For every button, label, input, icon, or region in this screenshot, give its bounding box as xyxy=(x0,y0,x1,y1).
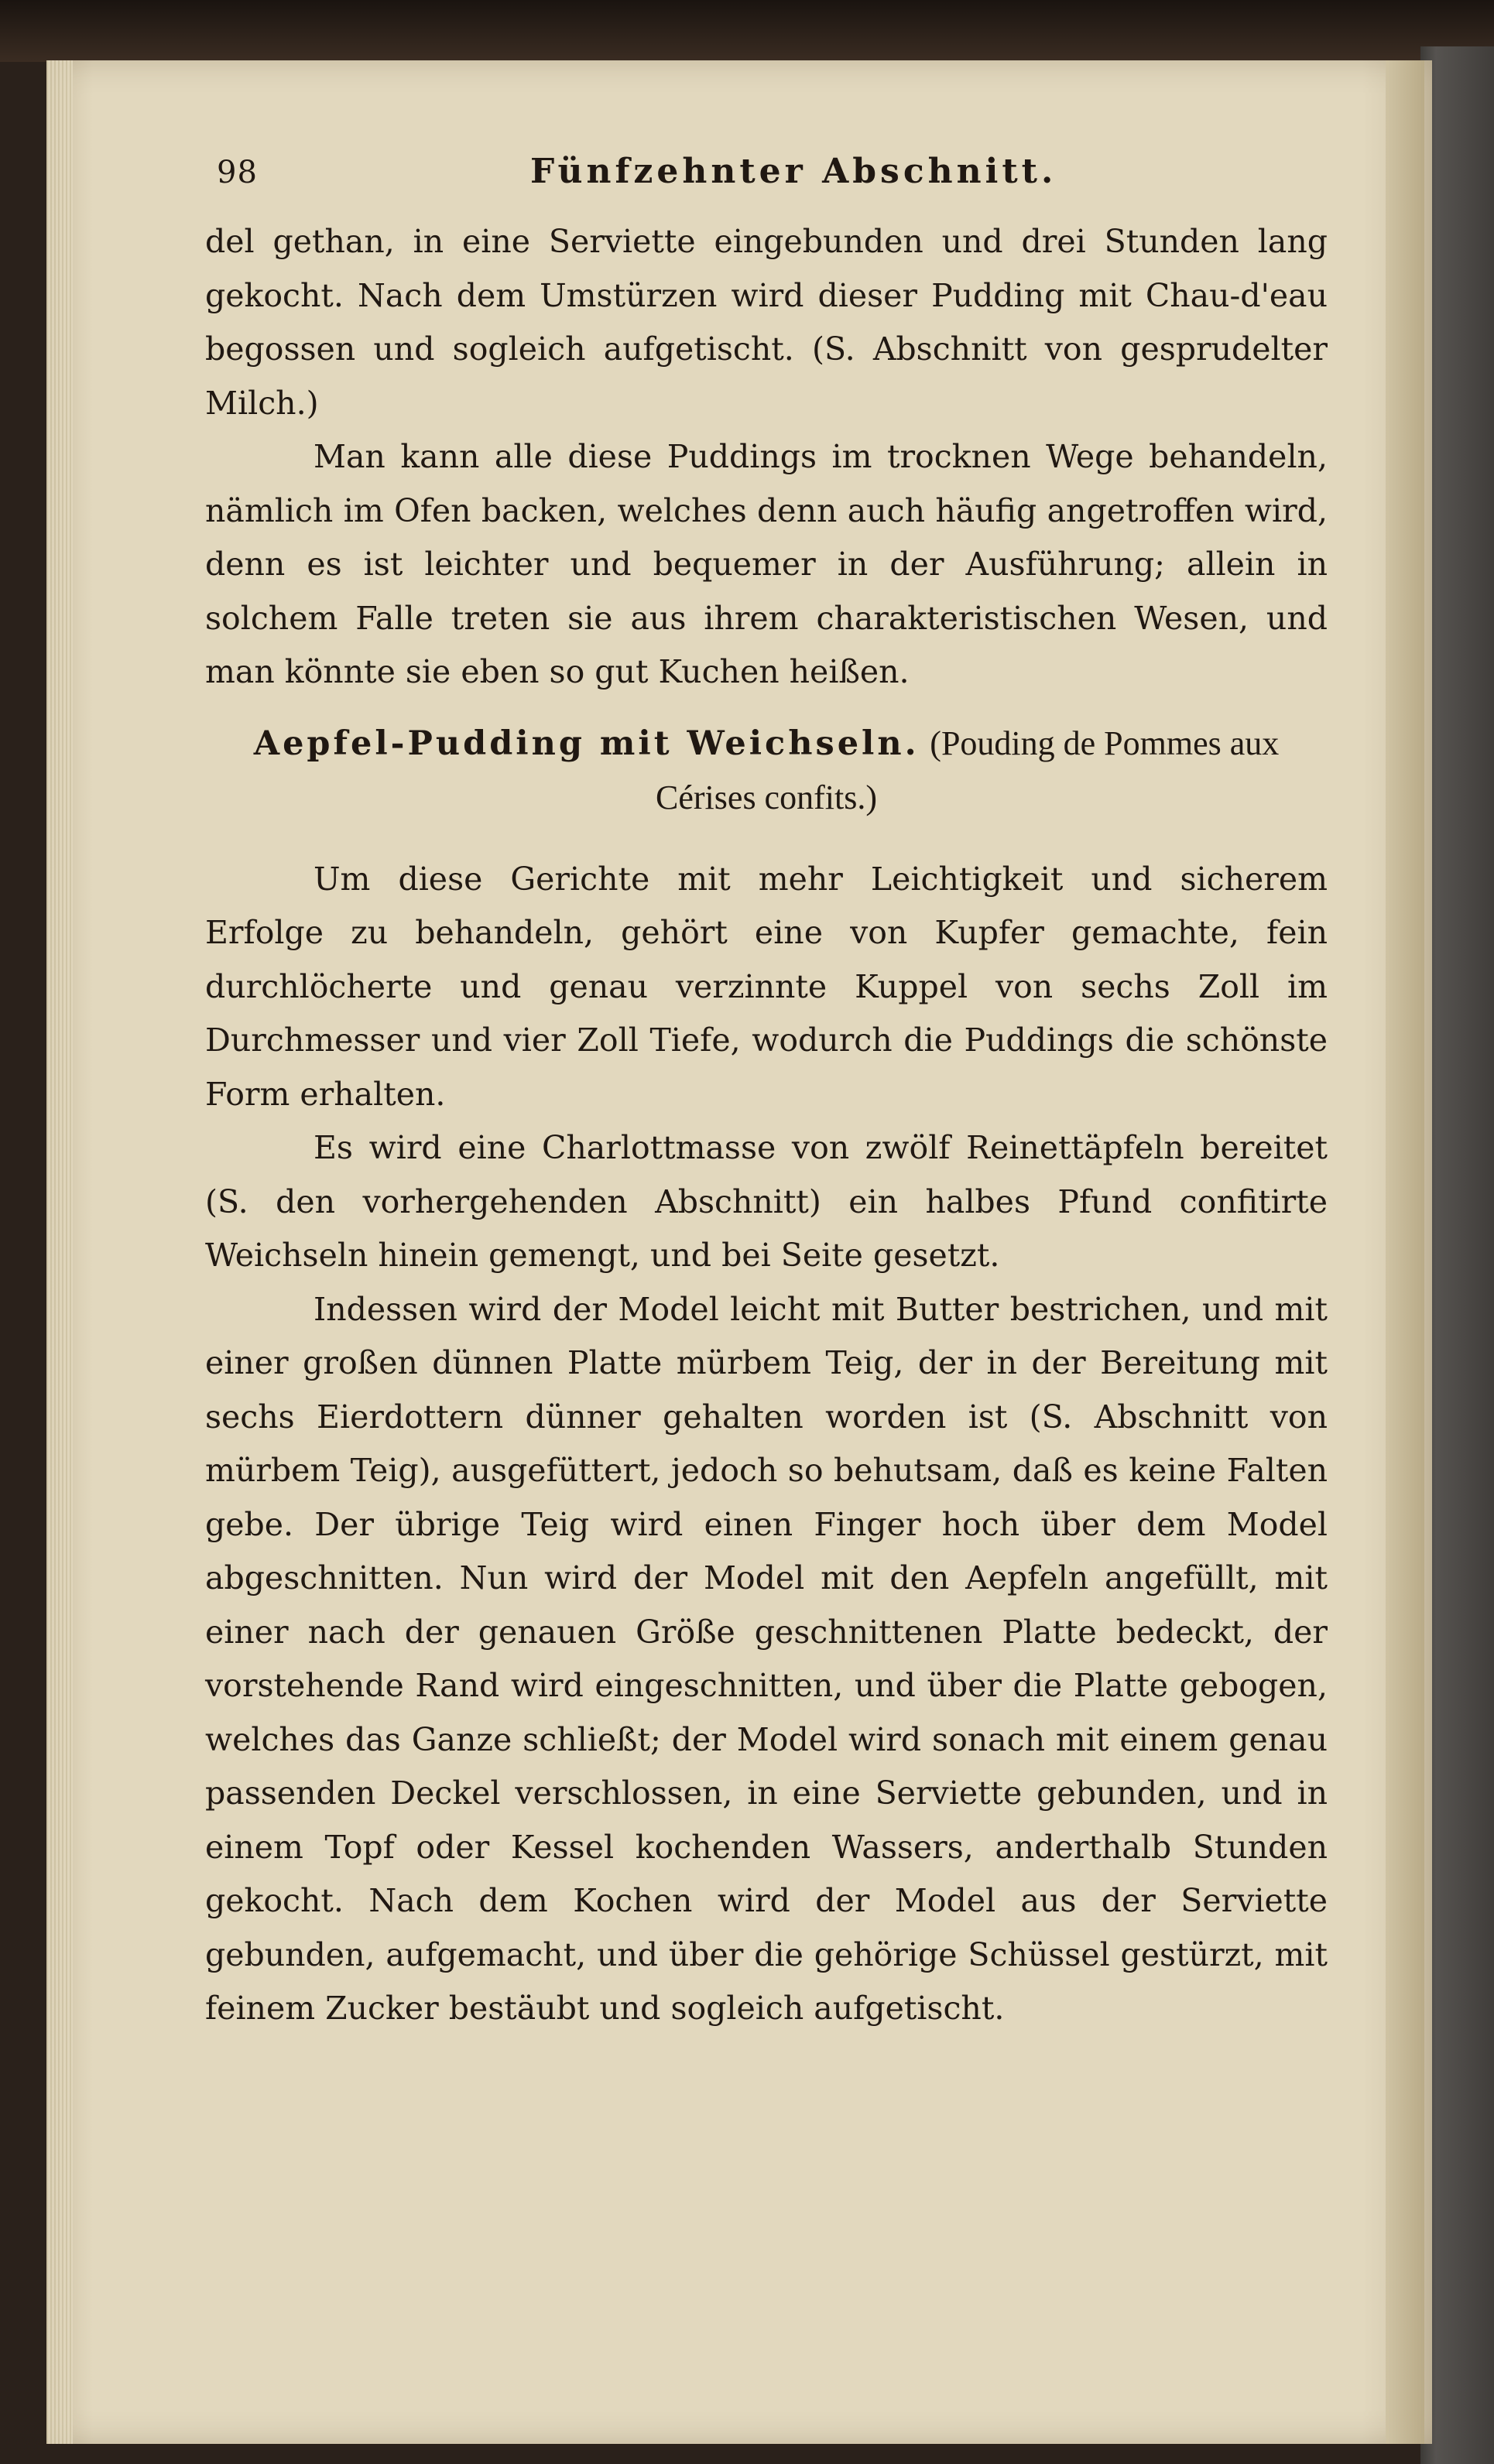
recipe-paragraph-equipment: Um diese Gerichte mit mehr Leichtigkeit und sicherem Erfolge zu behandeln, gehört eine von Kupfer gemachte, fein durchlöcherte und genau verzinnte Kuppel von sechs Zoll im Durchmesser und vier Zoll Tiefe, wodurch die Puddings die schönste Form erhalten. xyxy=(205,860,1328,1113)
page-content xyxy=(205,147,1328,2036)
recipe-paragraph-method: Indessen wird der Model leicht mit Butter bestrichen, und mit einer großen dünnen Platte mürbem Teig, der in der Bereitung mit sechs Eierdottern dünner gehalten worden ist (S. Abschnitt von mürbem Teig), ausgefüttert, jedoch so behutsam, daß es keine Falten gebe. Der übrige Teig wird einen Finger hoch über dem Model abgeschnitten. Nun wird der Model mit den Aepfeln angefüllt, mit einer nach der genauen Größe geschnittenen Platte bedeckt, der vorstehende Rand wird eingeschnitten, und über die Platte gebogen, welches das Ganze schließt; der Model wird sonach mit einem genau passenden Deckel verschlossen, in eine Serviette gebunden, und in einem Topf oder Kessel kochenden Wassers, anderthalb Stunden gekocht. Nach dem Kochen wird der Model aus der Serviette gebunden, aufgemacht, und über die gehörige Schüssel gestürzt, mit feinem Zucker bestäubt und sogleich aufgetischt. xyxy=(205,1290,1328,2027)
paragraph-baking-note: Man kann alle diese Puddings im trocknen Wege behandeln, nämlich im Ofen backen, welches denn auch häufig angetroffen wird, denn es ist leichter und bequemer in der Ausführung; allein in solchem Falle treten sie aus ihrem charakteristischen Wesen, und man könnte sie eben so gut Kuchen heißen. xyxy=(205,438,1328,690)
page-gutter xyxy=(46,60,73,2444)
recipe-title xyxy=(205,717,1328,825)
chapter-title: Fünfzehnter Abschnitt. xyxy=(530,152,1057,191)
page-edge-right xyxy=(1386,60,1424,2444)
running-head xyxy=(205,147,1328,201)
recipe-title-french: (Pouding de Pommes aux Cérises confits.) xyxy=(656,724,1280,816)
recipe-title-german: Aepfel-Pudding mit Weichseln. xyxy=(253,724,920,763)
page-number: 98 xyxy=(217,155,258,190)
paragraph-continued: del gethan, in eine Serviette eingebunden und drei Stunden lang gekocht. Nach dem Umstürzen wird dieser Pudding mit Chau-d'eau begossen und sogleich aufgetischt. (S. Abschnitt von gesprudelter Milch.) xyxy=(205,223,1328,422)
recipe-paragraph-mass: Es wird eine Charlottmasse von zwölf Reinettäpfeln bereitet (S. den vorhergehenden Abschnitt) ein halbes Pfund confitirte Weichseln hinein gemengt, und bei Seite gesetzt. xyxy=(205,1129,1328,1274)
book-edge-top xyxy=(0,0,1494,62)
